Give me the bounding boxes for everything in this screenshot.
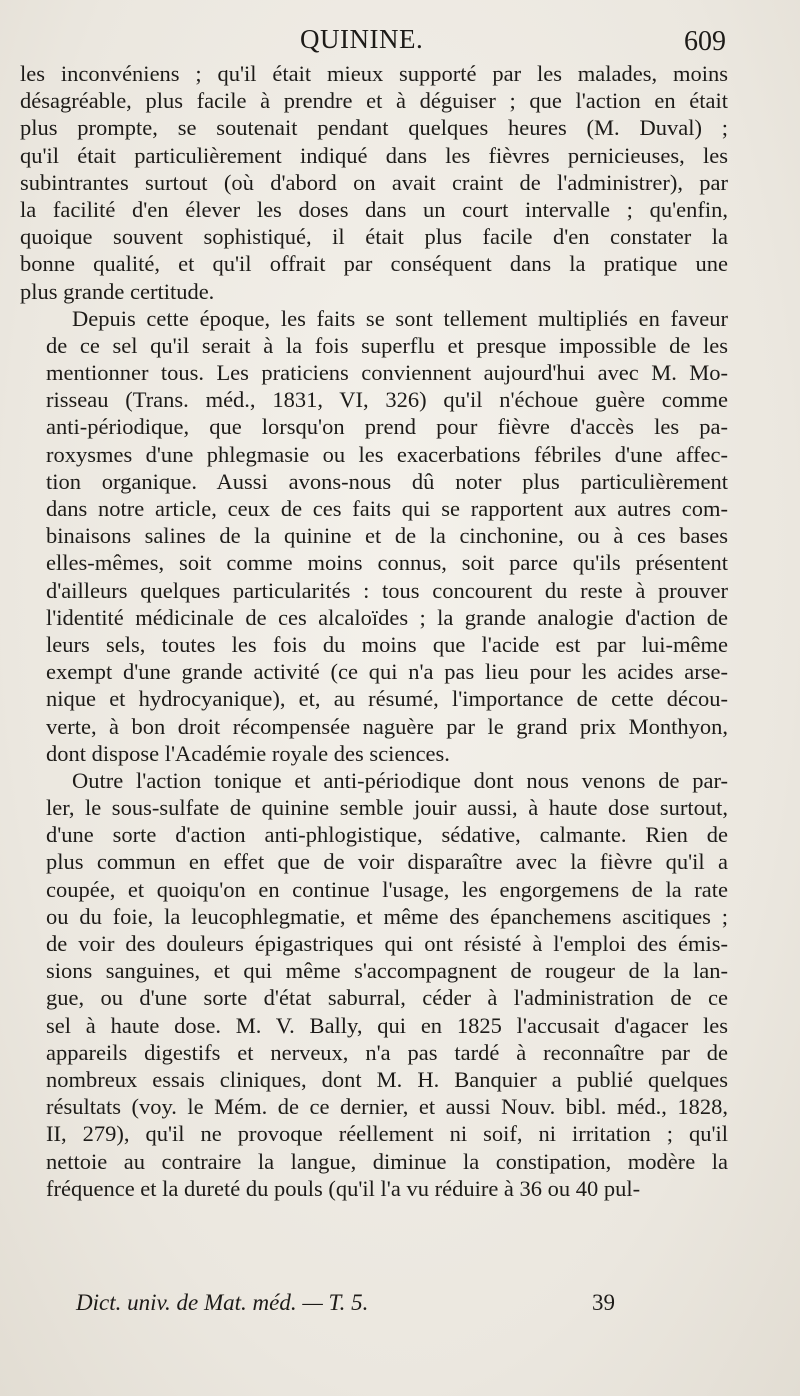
text-line: coupée, et quoiqu'on en continue l'usage, les engorgemens de la rate (46, 876, 728, 902)
text-line: la facilité d'en élever les doses dans un court intervalle ; qu'enfin, (20, 196, 728, 222)
text-line: désagréable, plus facile à prendre et à déguiser ; que l'action en était (20, 88, 728, 114)
body-text (20, 60, 728, 1202)
paragraph (20, 305, 728, 767)
text-line: d'une sorte d'action anti-phlogistique, sédative, calmante. Rien de (46, 822, 728, 848)
text-line: sel à haute dose. M. V. Bally, qui en 1825 l'accusait d'agacer les (46, 1012, 728, 1038)
text-line: elles-mêmes, soit comme moins connus, soit parce qu'ils présentent (46, 550, 728, 576)
text-line: verte, à bon droit récompensée naguère par le grand prix Monthyon, (46, 713, 728, 739)
running-title: QUININE. (300, 24, 424, 54)
page-number: 609 (684, 26, 726, 57)
text-line: exempt d'une grande activité (ce qui n'a pas lieu pour les acides arse- (46, 659, 728, 685)
signature-number: 39 (592, 1290, 615, 1315)
text-line: leurs sels, toutes les fois du moins que l'acide est par lui-même (46, 631, 728, 657)
page-header (0, 22, 800, 62)
text-line: ler, le sous-sulfate de quinine semble jouir aussi, à haute dose surtout, (46, 795, 728, 821)
text-line: les inconvéniens ; qu'il était mieux supporté par les malades, moins (20, 61, 728, 86)
text-line: binaisons salines de la quinine et de la cinchonine, ou à ces bases (46, 523, 728, 549)
text-line: risseau (Trans. méd., 1831, VI, 326) qu'il n'échoue guère comme (46, 387, 728, 413)
text-line: plus prompte, se soutenait pendant quelques heures (M. Duval) ; (20, 115, 728, 141)
paragraph (20, 767, 728, 1202)
text-line: appareils digestifs et nerveux, n'a pas tardé à reconnaître par de (46, 1039, 728, 1065)
text-line: plus grande certitude. (20, 278, 215, 304)
text-line: sions sanguines, et qui même s'accompagnent de rougeur de la lan- (46, 958, 728, 984)
text-line: de voir des douleurs épigastriques qui ont résisté à l'emploi des émis- (46, 931, 728, 956)
text-line: Outre l'action tonique et anti-périodique dont nous venons de par- (72, 767, 728, 793)
text-line: nombreux essais cliniques, dont M. H. Banquier a publié quelques (46, 1066, 728, 1092)
text-line: nettoie au contraire la langue, diminue la constipation, modère la (46, 1148, 728, 1174)
text-line: tion organique. Aussi avons-nous dû noter plus particulièrement (46, 468, 728, 494)
text-line: mentionner tous. Les praticiens conviennent aujourd'hui avec M. Mo- (46, 360, 728, 386)
text-line: dont dispose l'Académie royale des sciences. (46, 740, 450, 766)
page-footer (0, 1288, 800, 1328)
text-line: subintrantes surtout (où d'abord on avait craint de l'administrer), par (20, 169, 728, 195)
text-line: II, 279), qu'il ne provoque réellement ni soif, ni irritation ; qu'il (46, 1121, 728, 1147)
text-line: ou du foie, la leucophlegmatie, et même des épanchemens ascitiques ; (46, 903, 728, 929)
text-line: anti-périodique, que lorsqu'on prend pour fièvre d'accès les pa- (46, 414, 728, 440)
text-line: l'identité médicinale de ces alcaloïdes ; la grande analogie d'action de (46, 604, 728, 630)
paragraph (20, 60, 728, 305)
text-line: fréquence et la dureté du pouls (qu'il l'a vu réduire à 36 ou 40 pul- (46, 1175, 641, 1201)
text-line: nique et hydrocyanique), et, au résumé, l'importance de cette décou- (46, 686, 728, 712)
text-line: plus commun en effet que de voir disparaître avec la fièvre qu'il a (46, 849, 728, 875)
text-line: dans notre article, ceux de ces faits qui se rapportent aux autres com- (46, 496, 728, 521)
signature-mark: Dict. univ. de Mat. méd. — T. 5. (76, 1290, 369, 1315)
text-line: de ce sel qu'il serait à la fois superflu et presque impossible de les (46, 332, 728, 358)
text-line: bonne qualité, et qu'il offrait par conséquent dans la pratique une (20, 251, 728, 277)
text-line: qu'il était particulièrement indiqué dans les fièvres pernicieuses, les (20, 142, 728, 168)
text-line: Depuis cette époque, les faits se sont tellement multipliés en faveur (72, 305, 728, 331)
text-line: quoique souvent sophistiqué, il était plus facile d'en constater la (20, 224, 728, 250)
text-line: roxysmes d'une phlegmasie ou les exacerbations fébriles d'une affec- (46, 441, 728, 467)
text-line: résultats (voy. le Mém. de ce dernier, et aussi Nouv. bibl. méd., 1828, (46, 1094, 728, 1120)
text-line: d'ailleurs quelques particularités : tous concourent du reste à prouver (46, 577, 728, 603)
text-line: gue, ou d'une sorte d'état saburral, céder à l'administration de ce (46, 985, 728, 1011)
